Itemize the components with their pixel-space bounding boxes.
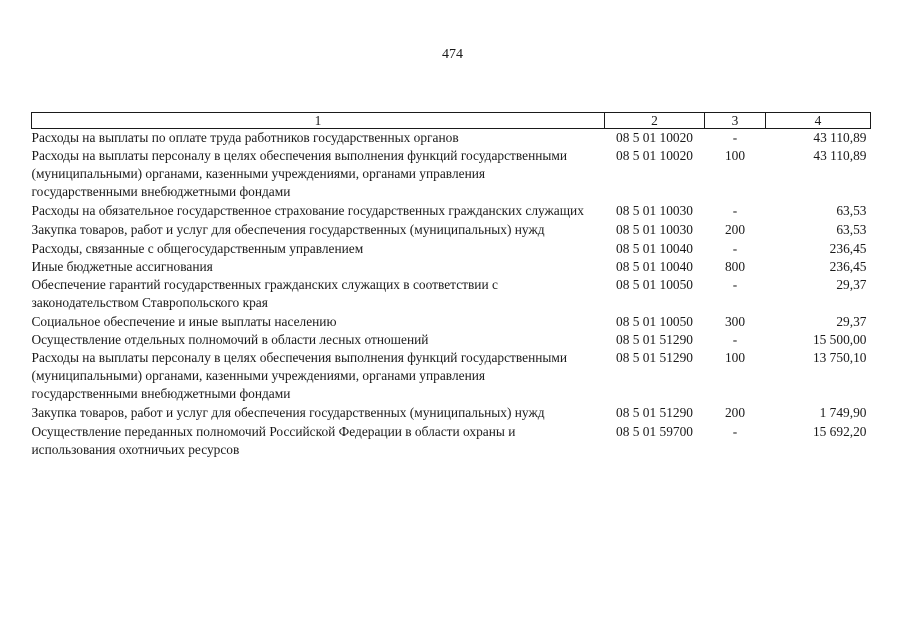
column-header-4: 4 [766,113,871,129]
table-row [32,258,871,276]
row-amount: 29,37 [836,314,867,329]
row-code: 08 5 01 10030 [616,203,693,218]
table-row [32,404,871,423]
row-amount: 63,53 [836,203,867,218]
table-row [32,313,871,331]
page-number: 474 [442,47,463,62]
row-code: 08 5 01 10050 [616,314,693,329]
row-amount: 63,53 [836,222,867,237]
row-expense-type: 800 [724,259,746,274]
row-code: 08 5 01 10050 [616,277,693,292]
row-amount: 15 500,00 [812,332,867,347]
table-row [32,423,871,460]
column-header-1: 1 [32,113,605,129]
row-expense-type: - [732,424,738,439]
table-row [32,240,871,258]
row-expense-type: 300 [724,314,746,329]
table-row [32,147,871,202]
row-code: 08 5 01 51290 [616,405,693,420]
row-name: Закупка товаров, работ и услуг для обеспечения государственных (муниципальных) нужд [31,222,545,237]
row-amount: 43 110,89 [813,148,867,163]
row-name: Расходы на выплаты персоналу в целях обеспечения выполнения функций государственными (муниципальными) органами, казенными учреждениями, органами управления государственными внебюджетными фондами [31,148,568,199]
row-code: 08 5 01 51290 [616,332,693,347]
row-expense-type: 200 [724,405,746,420]
row-expense-type: - [732,130,738,145]
row-expense-type: 100 [724,148,746,163]
row-expense-type: 200 [724,222,746,237]
row-code: 08 5 01 10040 [616,241,693,256]
row-code: 08 5 01 59700 [616,424,693,439]
row-expense-type: - [732,332,738,347]
row-amount: 236,45 [829,259,867,274]
row-code: 08 5 01 10020 [616,130,693,145]
row-name: Расходы на обязательное государственное страхование государственных гражданских служащих [31,203,584,218]
table-row [32,221,871,240]
row-name: Осуществление переданных полномочий Российской Федерации в области охраны и использования охотничьих ресурсов [31,424,516,457]
row-code: 08 5 01 10040 [616,259,693,274]
row-amount: 13 750,10 [812,350,867,365]
row-expense-type: - [732,203,738,218]
column-header-2: 2 [605,113,705,129]
budget-table [31,112,871,460]
row-name: Расходы на выплаты персоналу в целях обеспечения выполнения функций государственными (муниципальными) органами, казенными учреждениями, органами управления государственными внебюджетными фондами [31,350,568,401]
row-amount: 1 749,90 [819,405,867,420]
row-expense-type: 100 [724,350,746,365]
row-name: Социальное обеспечение и иные выплаты населению [31,314,337,329]
table-row [32,129,871,148]
row-expense-type: - [732,277,738,292]
row-expense-type: - [732,241,738,256]
row-amount: 29,37 [836,277,867,292]
row-name: Осуществление отдельных полномочий в области лесных отношений [31,332,429,347]
row-amount: 236,45 [829,241,867,256]
row-name: Расходы на выплаты по оплате труда работников государственных органов [31,130,459,145]
table-row [32,202,871,221]
row-name: Закупка товаров, работ и услуг для обеспечения государственных (муниципальных) нужд [31,405,545,420]
table-header-row [32,113,871,129]
row-name: Обеспечение гарантий государственных гражданских служащих в соответствии с законодательством Ставропольского края [31,277,498,310]
row-amount: 15 692,20 [812,424,867,439]
column-header-3: 3 [705,113,766,129]
table-row [32,349,871,404]
table-row [32,276,871,313]
table-row [32,331,871,349]
row-name: Иные бюджетные ассигнования [31,259,213,274]
row-amount: 43 110,89 [813,130,867,145]
row-code: 08 5 01 10030 [616,222,693,237]
row-code: 08 5 01 10020 [616,148,693,163]
row-code: 08 5 01 51290 [616,350,693,365]
row-name: Расходы, связанные с общегосударственным управлением [31,241,364,256]
